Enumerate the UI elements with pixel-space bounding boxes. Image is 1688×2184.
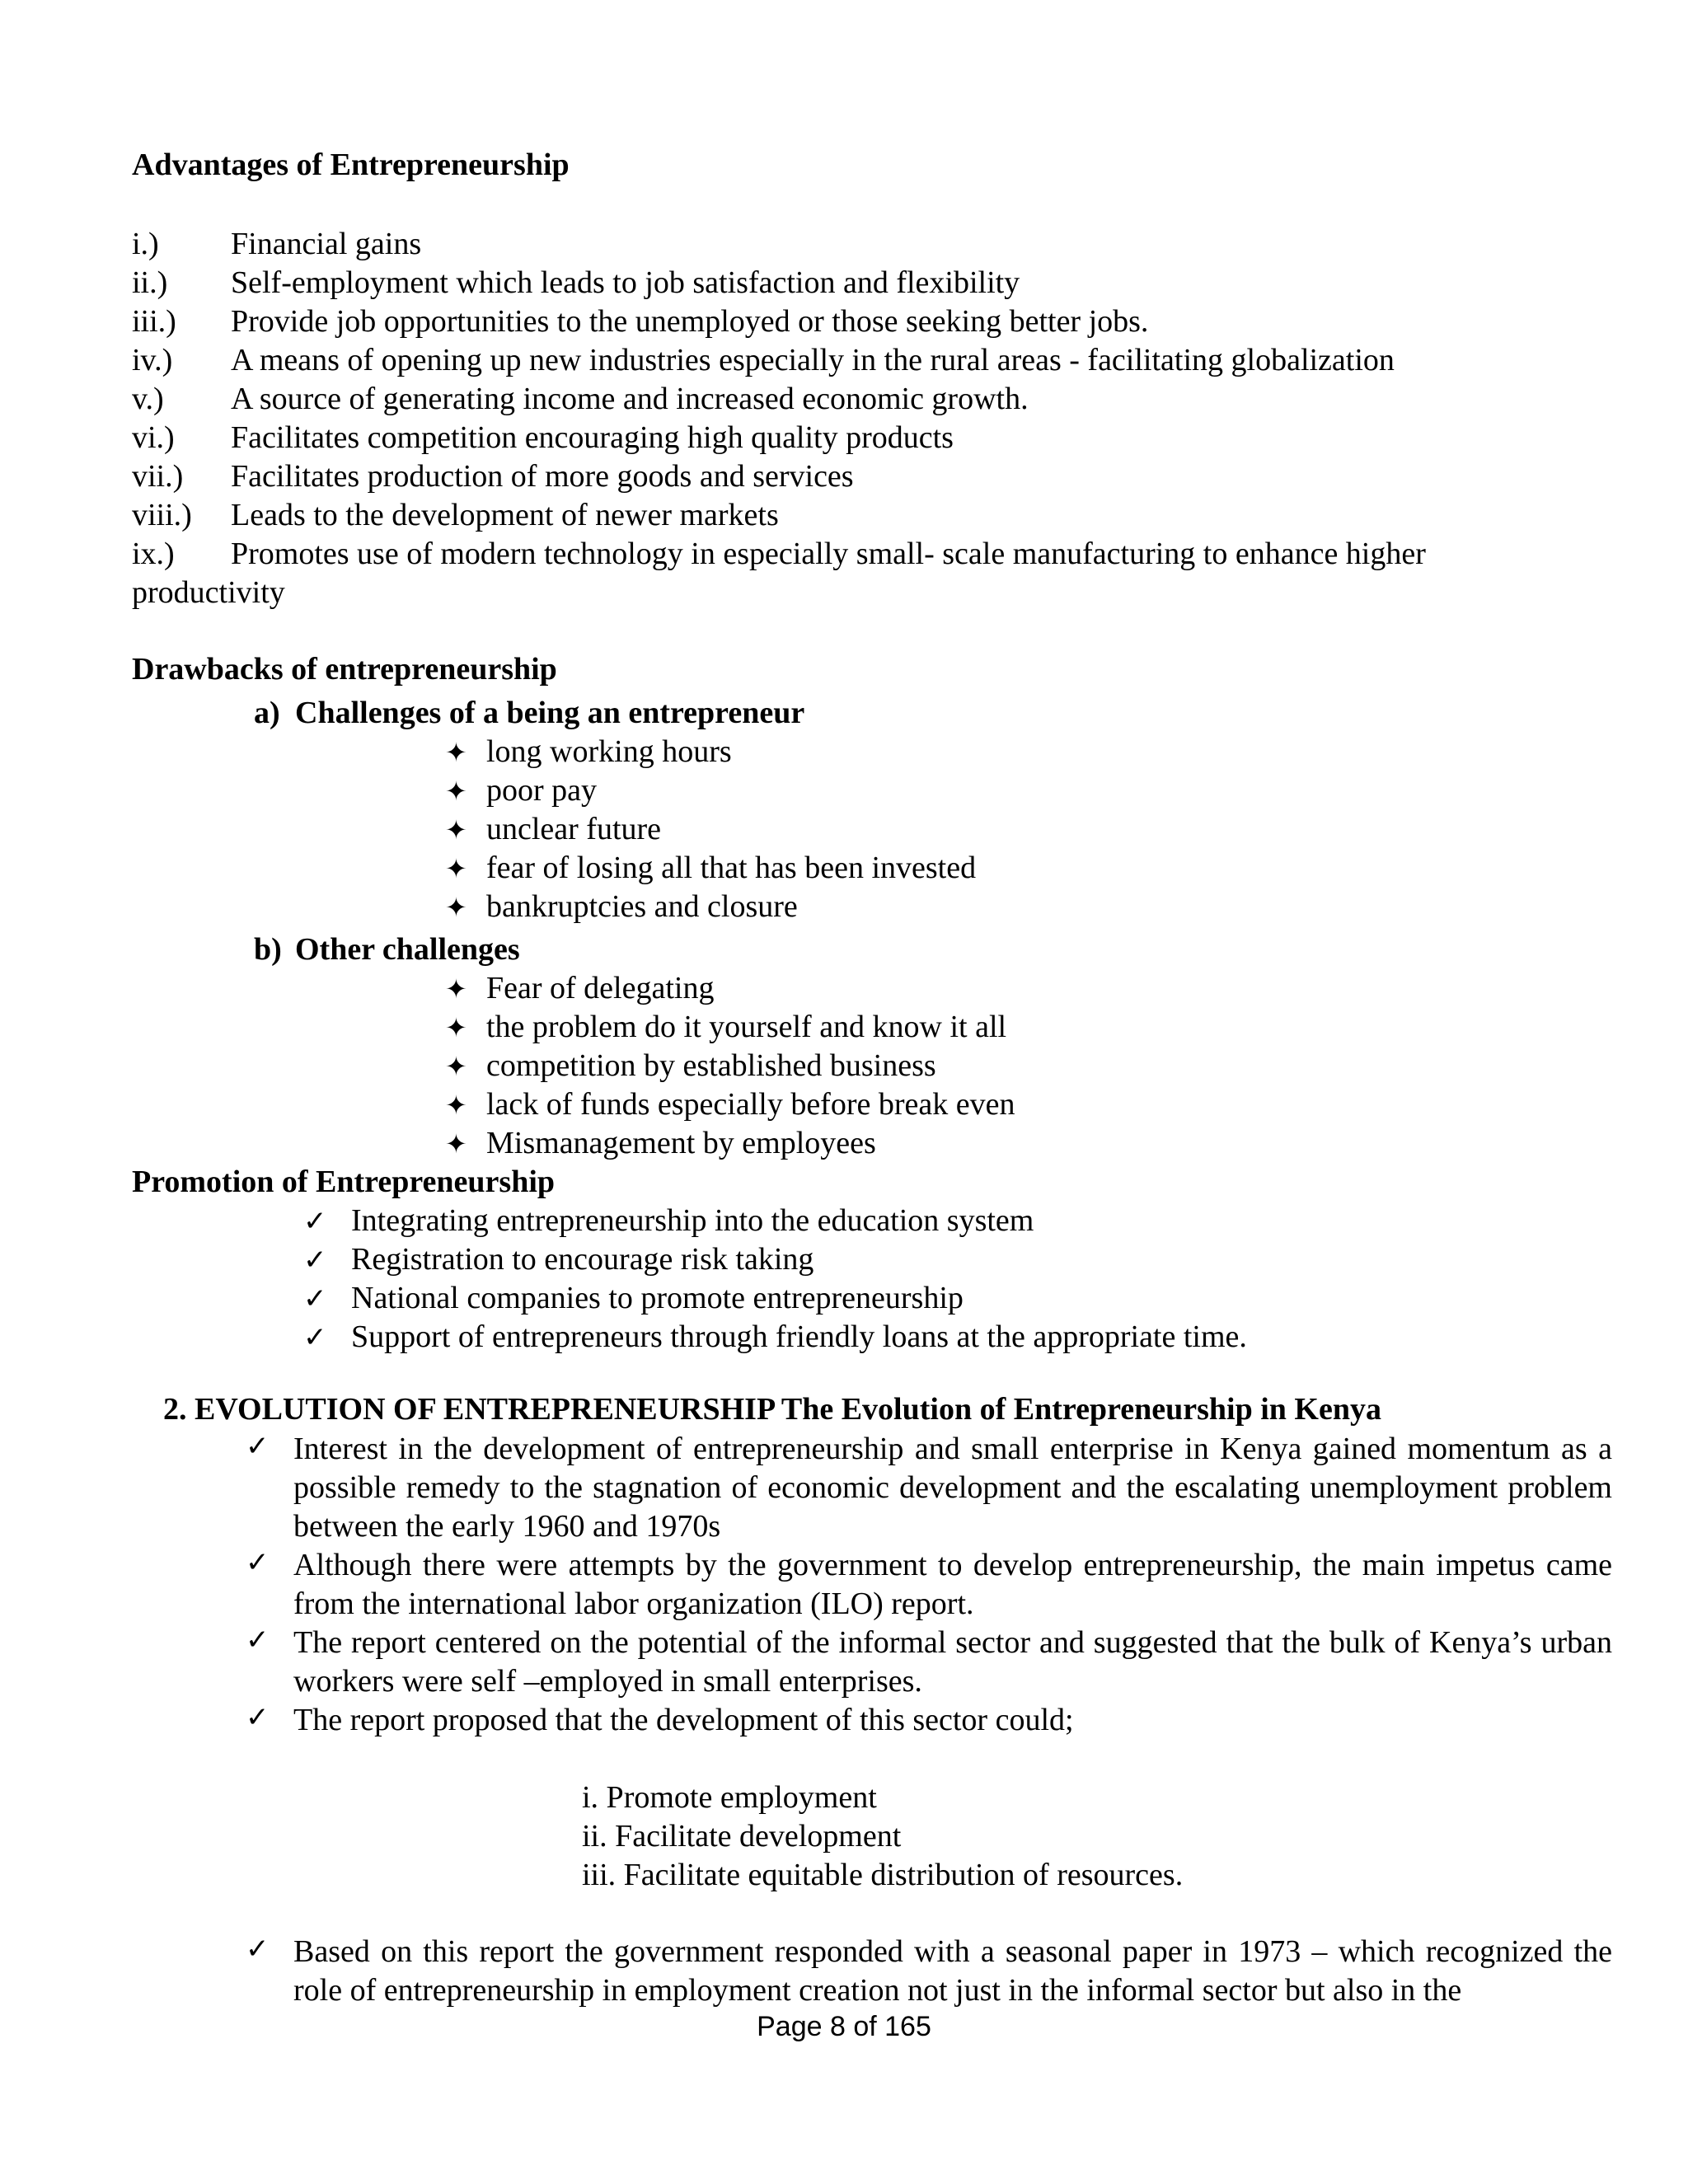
list-item: Leads to the development of newer markets: [231, 498, 779, 532]
star-list-item: ✦ Mismanagement by employees: [445, 1126, 876, 1160]
checkmark-icon: ✓: [246, 1546, 270, 1579]
promotion-heading: Promotion of Entrepreneurship: [132, 1165, 556, 1199]
list-item: A source of generating income and increased economic growth.: [231, 382, 1029, 416]
checkmark-icon: ✓: [246, 1430, 270, 1463]
check-list-item: ✓ Registration to encourage risk taking: [303, 1242, 814, 1277]
star-list-item: ✦ the problem do it yourself and know it all: [445, 1010, 1007, 1044]
star-list-item: ✦ competition by established business: [445, 1048, 936, 1083]
drawbacks-heading: Drawbacks of entrepreneurship: [132, 652, 557, 687]
evolution-paragraph: Based on this report the government responded with a seasonal paper in 1973 – which recognized the role of entrepreneurship in employment creation not just in the informal sector but also in the: [293, 1934, 1612, 2008]
check-list-item: ✓ National companies to promote entrepreneurship: [303, 1281, 964, 1315]
star-bullet-icon: ✦: [445, 737, 467, 768]
subheading-challenges: Challenges of a being an entrepreneur: [295, 696, 805, 730]
star-bullet-icon: ✦: [445, 1090, 467, 1121]
star-bullet-icon: ✦: [445, 814, 467, 846]
list-item: Facilitates production of more goods and services: [231, 459, 854, 494]
list-number: vi.): [132, 420, 175, 455]
list-number: ix.): [132, 537, 175, 571]
star-list-item: ✦ lack of funds especially before break even: [445, 1087, 1015, 1122]
checkmark-icon: ✓: [303, 1282, 327, 1315]
star-bullet-icon: ✦: [445, 853, 467, 884]
evolution-heading: 2. EVOLUTION OF ENTREPRENEURSHIP The Evolution of Entrepreneurship in Kenya: [163, 1392, 1381, 1427]
star-bullet-icon: ✦: [445, 776, 467, 807]
checkmark-icon: ✓: [303, 1244, 327, 1277]
star-bullet-icon: ✦: [445, 1012, 467, 1043]
star-list-item: ✦ Fear of delegating: [445, 971, 715, 1005]
list-item-continuation: productivity: [132, 575, 285, 610]
advantages-heading: Advantages of Entrepreneurship: [132, 148, 570, 182]
star-bullet-icon: ✦: [445, 1128, 467, 1160]
sub-list-item: iii. Facilitate equitable distribution of resources.: [582, 1858, 1184, 1892]
checkmark-icon: ✓: [303, 1321, 327, 1354]
list-number: v.): [132, 382, 164, 416]
star-list-item: ✦ unclear future: [445, 812, 662, 846]
list-item: Provide job opportunities to the unemployed or those seeking better jobs.: [231, 304, 1149, 339]
subheading-label-a: a): [254, 696, 280, 730]
list-number: ii.): [132, 265, 168, 300]
checkmark-icon: ✓: [246, 1624, 270, 1657]
list-item: Facilitates competition encouraging high quality products: [231, 420, 954, 455]
list-item: Self-employment which leads to job satisfaction and flexibility: [231, 265, 1020, 300]
list-item: Promotes use of modern technology in especially small- scale manufacturing to enhance higher: [231, 537, 1426, 571]
checkmark-icon: ✓: [246, 1933, 270, 1966]
evolution-paragraph: Interest in the development of entrepreneurship and small enterprise in Kenya gained momentum as a possible remedy to the stagnation of economic development and the escalating unemployment problem between the early 1960 and 1970s: [293, 1432, 1612, 1544]
list-number: iv.): [132, 343, 173, 377]
list-number: iii.): [132, 304, 176, 339]
check-list-item: ✓ Integrating entrepreneurship into the education system: [303, 1203, 1034, 1238]
checkmark-icon: ✓: [303, 1205, 327, 1238]
star-list-item: ✦ long working hours: [445, 734, 732, 769]
subheading-other-challenges: Other challenges: [295, 932, 520, 967]
star-list-item: ✦ poor pay: [445, 773, 598, 808]
list-number: i.): [132, 227, 159, 261]
star-bullet-icon: ✦: [445, 892, 467, 923]
sub-list-item: i. Promote employment: [582, 1780, 877, 1815]
subheading-label-b: b): [254, 932, 282, 967]
evolution-paragraph: The report proposed that the development of this sector could;: [293, 1703, 1074, 1737]
list-number: viii.): [132, 498, 192, 532]
star-list-item: ✦ bankruptcies and closure: [445, 889, 798, 924]
list-number: vii.): [132, 459, 184, 494]
sub-list-item: ii. Facilitate development: [582, 1819, 902, 1854]
check-list-item: ✓ Support of entrepreneurs through friendly loans at the appropriate time.: [303, 1319, 1247, 1354]
checkmark-icon: ✓: [246, 1701, 270, 1734]
list-item: Financial gains: [231, 227, 422, 261]
evolution-paragraph: The report centered on the potential of the informal sector and suggested that the bulk of Kenya’s urban workers were self –employed in small enterprises.: [293, 1625, 1612, 1699]
page-number: Page 8 of 165: [757, 2011, 931, 2042]
star-bullet-icon: ✦: [445, 1051, 467, 1082]
evolution-paragraph: Although there were attempts by the government to develop entrepreneurship, the main impetus came from the international labor organization (ILO) report.: [293, 1548, 1612, 1621]
star-list-item: ✦ fear of losing all that has been invested: [445, 851, 977, 885]
list-item: A means of opening up new industries especially in the rural areas - facilitating globalization: [231, 343, 1395, 377]
star-bullet-icon: ✦: [445, 973, 467, 1005]
